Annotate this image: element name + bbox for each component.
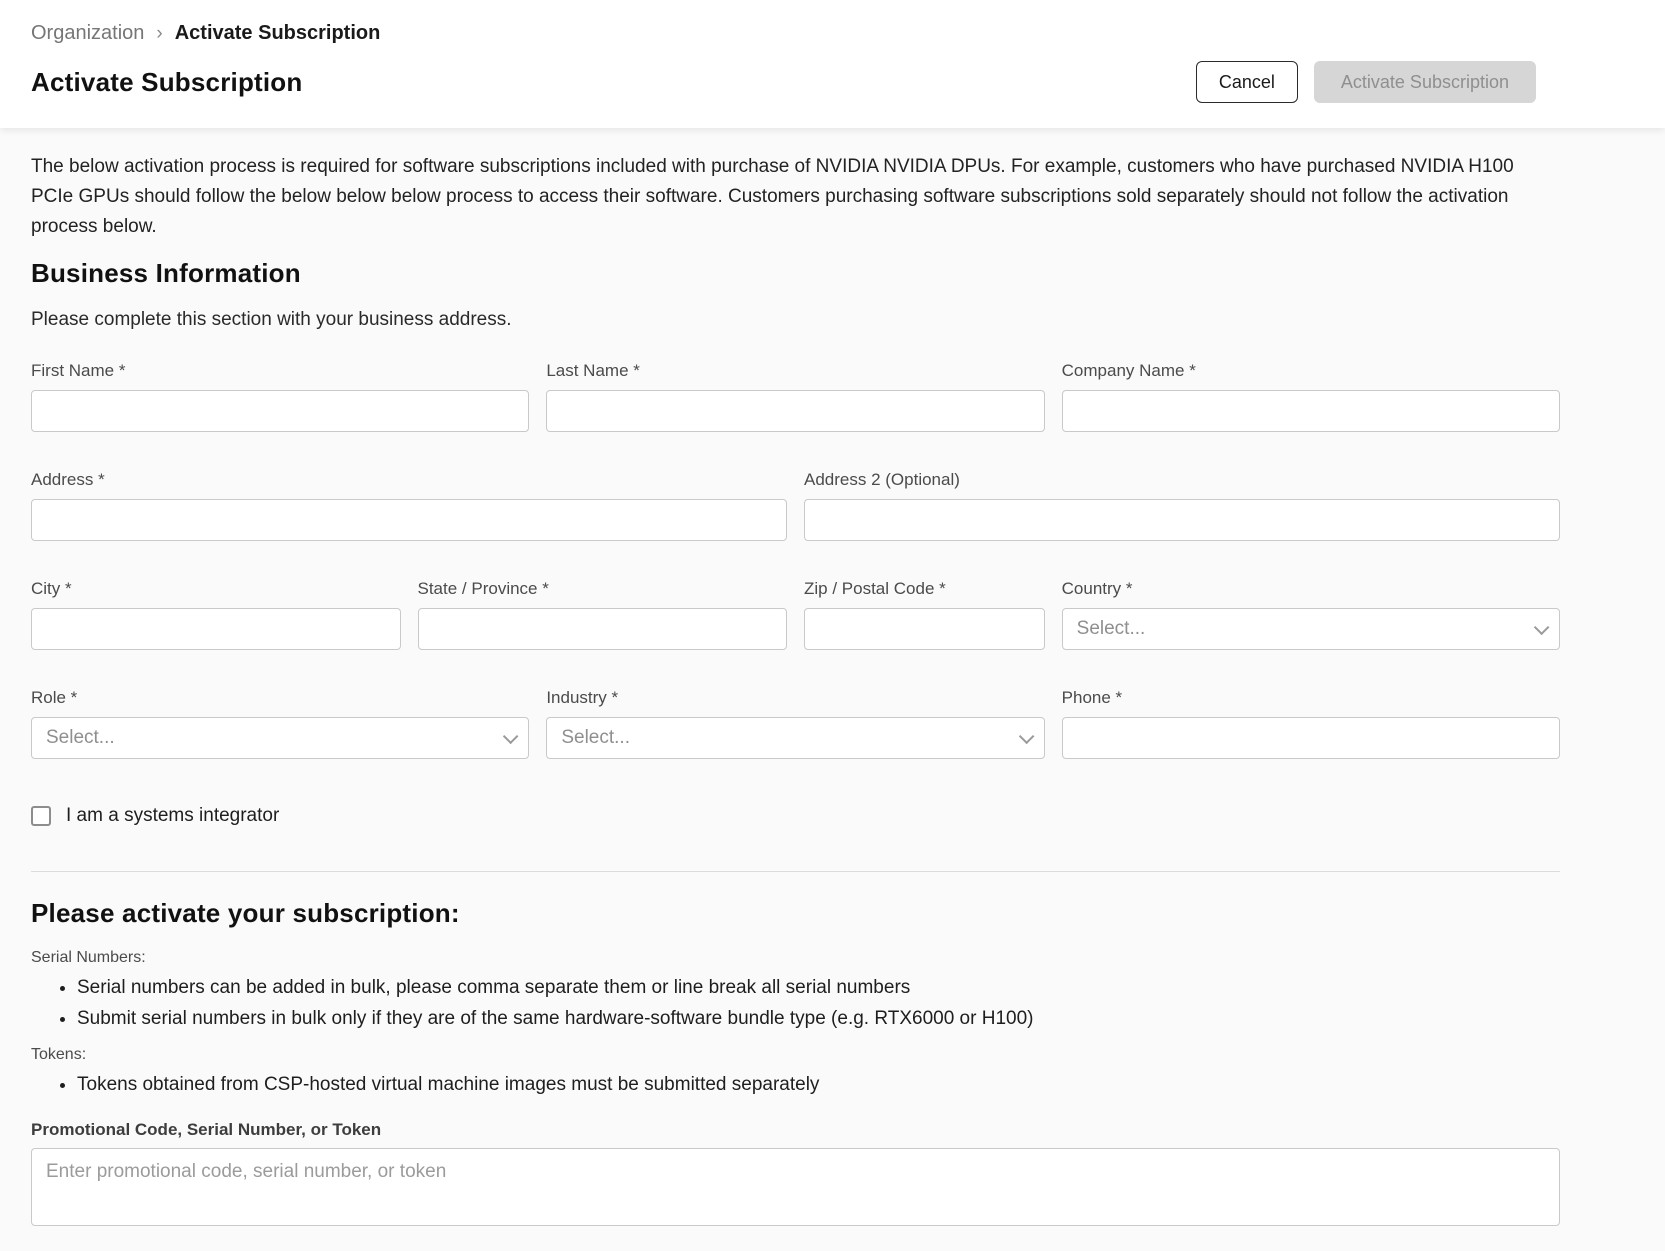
page-title: Activate Subscription: [31, 66, 303, 97]
city-input[interactable]: [31, 608, 401, 650]
tokens-label: Tokens:: [31, 1046, 87, 1063]
zip-input[interactable]: [804, 608, 1045, 650]
city-label: City *: [31, 579, 72, 598]
role-field: [31, 688, 529, 759]
company-name-input[interactable]: [1062, 390, 1560, 432]
industry-field: [546, 688, 1044, 759]
serial-numbers-bullets: [31, 977, 1560, 1030]
role-label: Role *: [31, 688, 78, 707]
last-name-input[interactable]: [546, 390, 1044, 432]
industry-label: Industry *: [546, 688, 619, 707]
city-field: [31, 579, 401, 650]
zip-field: [804, 579, 1045, 650]
promo-code-label: Promotional Code, Serial Number, or Token: [31, 1120, 382, 1139]
company-name-field: [1062, 361, 1560, 432]
breadcrumb-separator-icon: ›: [156, 22, 163, 44]
breadcrumb: [31, 22, 1634, 45]
state-label: State / Province *: [417, 579, 549, 598]
promo-code-textarea[interactable]: [31, 1148, 1560, 1226]
serial-bullet: • Serial numbers can be added in bulk, please comma separate them or line break all serial numbers: [77, 977, 1560, 999]
section-divider: [31, 871, 1560, 872]
page-content: [0, 128, 1665, 1251]
first-name-label: First Name *: [31, 361, 126, 380]
activate-subscription-heading: Please activate your subscription:: [31, 898, 460, 928]
page-header: [0, 0, 1665, 128]
state-input[interactable]: [418, 608, 788, 650]
phone-label: Phone *: [1061, 688, 1123, 707]
business-form: [31, 361, 1560, 759]
country-label: Country *: [1061, 579, 1133, 598]
intro-text: The below activation process is required for software subscriptions included with purchase of NVIDIA NVIDIA DPUs. For example, customers who have purchased NVIDIA H100 PCIe GPUs should follow the below below below process to access their software. Customers purchasing software subscriptions sold separately should not follow the activation process below.: [31, 156, 1514, 237]
industry-select-value: Select...: [561, 727, 630, 748]
chevron-down-icon: [1018, 728, 1034, 744]
systems-integrator-label: I am a systems integrator: [66, 805, 280, 826]
address2-input[interactable]: [804, 499, 1560, 541]
phone-field: [1062, 688, 1560, 759]
address2-field: [804, 470, 1560, 541]
header-actions: [1196, 61, 1536, 103]
phone-input[interactable]: [1062, 717, 1560, 759]
role-select[interactable]: [31, 717, 529, 759]
token-bullet: • Tokens obtained from CSP-hosted virtual machine images must be submitted separately: [77, 1074, 1560, 1096]
business-information-subtitle: Please complete this section with your business address.: [31, 309, 512, 330]
systems-integrator-row: [31, 805, 1560, 827]
systems-integrator-checkbox[interactable]: [31, 806, 51, 826]
first-name-input[interactable]: [31, 390, 529, 432]
chevron-down-icon: [503, 728, 519, 744]
serial-bullet: • Submit serial numbers in bulk only if they are of the same hardware-software bundle type (e.g. RTX6000 or H100): [77, 1008, 1560, 1030]
chevron-down-icon: [1534, 619, 1550, 635]
activate-subscription-button[interactable]: Activate Subscription: [1314, 61, 1536, 103]
country-select-value: Select...: [1076, 618, 1146, 639]
business-information-heading: Business Information: [31, 258, 301, 288]
first-name-field: [31, 361, 529, 432]
breadcrumb-item-current: Activate Subscription: [174, 22, 381, 44]
breadcrumb-item-organization[interactable]: Organization: [31, 22, 145, 44]
address-field: [31, 470, 787, 541]
zip-label: Zip / Postal Code *: [804, 579, 946, 598]
company-name-label: Company Name *: [1061, 361, 1196, 380]
tokens-bullets: [31, 1074, 1560, 1096]
country-select[interactable]: [1062, 608, 1560, 650]
address-label: Address *: [31, 470, 105, 489]
country-field: [1062, 579, 1560, 650]
address2-label: Address 2 (Optional): [804, 470, 960, 489]
role-select-value: Select...: [46, 727, 115, 748]
industry-select[interactable]: [546, 717, 1044, 759]
serial-numbers-label: Serial Numbers:: [31, 949, 146, 966]
state-field: [418, 579, 788, 650]
address-input[interactable]: [31, 499, 787, 541]
last-name-field: [546, 361, 1044, 432]
cancel-button[interactable]: Cancel: [1196, 61, 1298, 103]
last-name-label: Last Name *: [546, 361, 640, 380]
